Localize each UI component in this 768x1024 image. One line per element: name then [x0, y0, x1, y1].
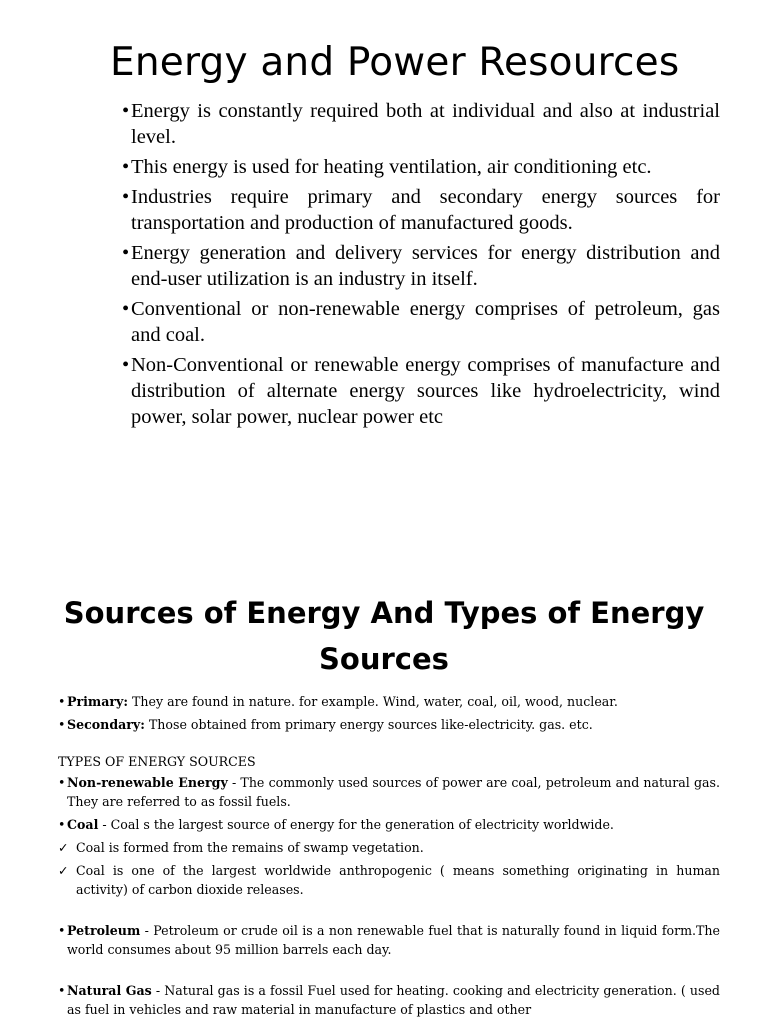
coal-text: - Coal s the largest source of energy for the generation of electricity worldwide.	[98, 817, 614, 832]
bullet-item: • Energy is constantly required both at individual and also at industrial level.	[122, 98, 720, 150]
slide2-title: Sources of Energy And Types of Energy Sources	[63, 596, 705, 676]
bullet-item: • Conventional or non-renewable energy comprises of petroleum, gas and coal.	[122, 296, 720, 348]
check-icon: ✓	[58, 863, 69, 878]
primary-item	[58, 692, 720, 711]
primary-label: Primary:	[67, 694, 128, 709]
non-renewable-label: Non-renewable Energy	[67, 775, 228, 790]
petroleum-label: Petroleum	[67, 923, 141, 938]
slide1-bullet-list	[122, 98, 720, 434]
petroleum-item	[58, 921, 720, 959]
bullet-item: • This energy is used for heating ventilation, air conditioning etc.	[122, 154, 720, 180]
natural-gas-item	[58, 981, 720, 1019]
slide1-title: Energy and Power Resources	[110, 40, 680, 85]
spacer	[58, 903, 720, 921]
check-text: Coal is formed from the remains of swamp vegetation.	[76, 840, 424, 855]
check-icon: ✓	[58, 840, 69, 855]
natural-gas-text: - Natural gas is a fossil Fuel used for heating. cooking and electricity generation. ( used as fuel in vehicles and raw material in manufacture of plastics and other	[67, 983, 720, 1017]
secondary-text: Those obtained from primary energy sources like-electricity. gas. etc.	[144, 717, 593, 732]
check-item	[58, 838, 720, 857]
bullet-item: • Energy generation and delivery services for energy distribution and end-user utilization is an industry in itself.	[122, 240, 720, 292]
natural-gas-label: Natural Gas	[67, 983, 152, 998]
non-renewable-text: - The commonly used sources of power are coal, petroleum and natural gas. They are referred to as fossil fuels.	[67, 775, 720, 809]
non-renewable-item	[58, 773, 720, 811]
check-text: Coal is one of the largest worldwide anthropogenic ( means something originating in human activity) of carbon dioxide releases.	[76, 863, 720, 897]
coal-label: Coal	[67, 817, 99, 832]
secondary-label: Secondary:	[67, 717, 145, 732]
petroleum-text: - Petroleum or crude oil is a non renewable fuel that is naturally found in liquid form.The world consumes about 95 million barrels each day.	[67, 923, 720, 957]
bullet-item: • Non-Conventional or renewable energy comprises of manufacture and distribution of alternate energy sources like hydroelectricity, wind power, solar power, nuclear power etc	[122, 352, 720, 430]
types-heading: TYPES OF ENERGY SOURCES	[58, 754, 256, 769]
spacer	[58, 963, 720, 981]
check-item	[58, 861, 720, 899]
primary-text: They are found in nature. for example. Wind, water, coal, oil, wood, nuclear.	[127, 694, 618, 709]
bullet-item: • Industries require primary and secondary energy sources for transportation and production of manufactured goods.	[122, 184, 720, 236]
slide2-content	[58, 692, 720, 1023]
coal-item	[58, 815, 720, 834]
secondary-item	[58, 715, 720, 734]
